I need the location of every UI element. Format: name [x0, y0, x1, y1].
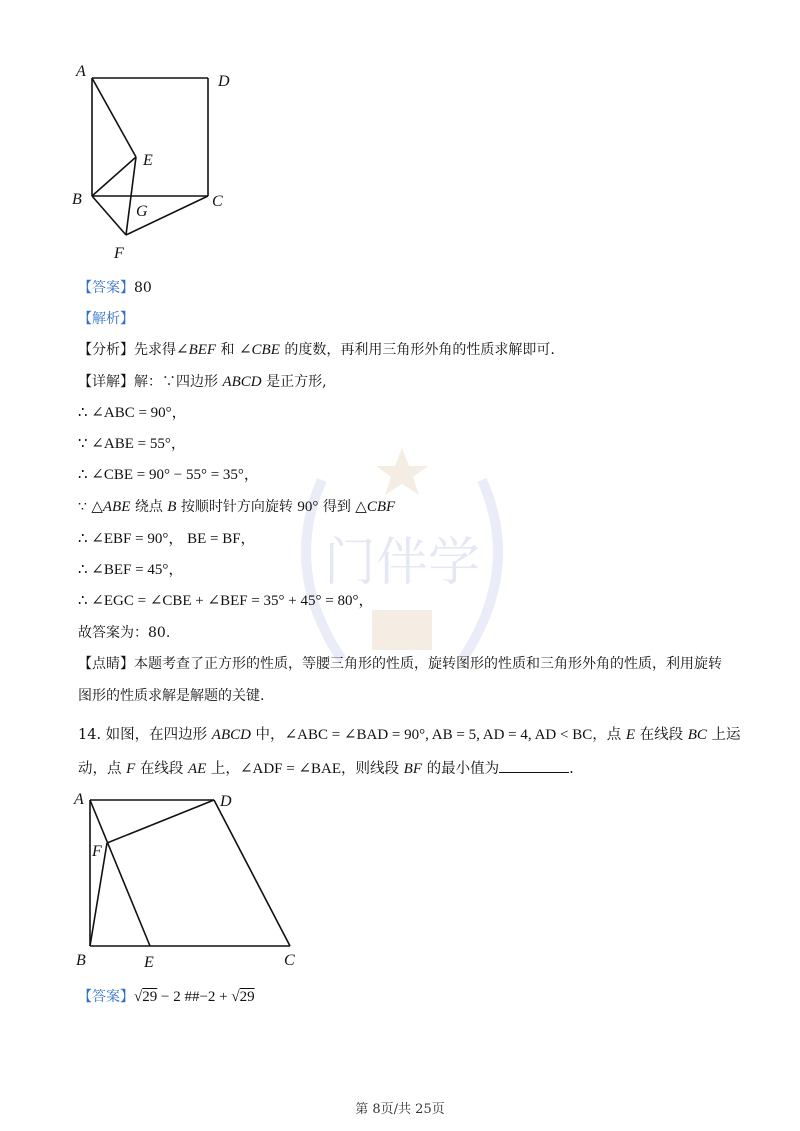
step-4	[78, 497, 395, 517]
question-14-line-2: 动，点 F 在线段 AE 上，∠ADF = ∠BAE，则线段 BF 的最小值为 .	[78, 758, 574, 780]
label-D: D	[218, 73, 230, 90]
fenxi-post: 的度数，再利用三角形外角的性质求解即可.	[279, 342, 555, 358]
label-B: B	[72, 191, 82, 208]
fenxi-and: 和	[216, 342, 239, 358]
step4-mid1: 绕点	[130, 499, 168, 515]
watermark-text: 门伴学	[323, 533, 481, 593]
step-7: ∴ ∠EGC = ∠CBE + ∠BEF = 35° + 45° = 80°，	[78, 593, 374, 609]
label-D: D	[220, 793, 232, 810]
dianjing-tag: 【点睛】	[78, 656, 134, 672]
step-6: ∴ ∠BEF = 45°，	[78, 562, 184, 578]
figure-1	[70, 60, 250, 274]
label-F: F	[114, 245, 124, 262]
step4-deg: 90°	[297, 499, 319, 515]
label-C: C	[284, 952, 295, 969]
answer-13	[78, 278, 152, 298]
step-1: ∴ ∠ABC = 90°，	[78, 405, 187, 421]
figure-2	[70, 788, 310, 977]
page-footer: 第 8页/共 25页	[355, 1102, 445, 1117]
dianjing-line-1	[78, 654, 722, 674]
label-A: A	[76, 63, 86, 80]
answer-tag: 【答案】	[78, 280, 134, 296]
analysis-fenxi	[78, 340, 555, 360]
label-E: E	[144, 954, 154, 971]
step-5: ∴ ∠EBF = 90°， BE = BF，	[78, 531, 256, 547]
answer-14: 【答案】√29 − 2 ##−2 + √29	[78, 989, 255, 1005]
label-B: B	[76, 952, 86, 969]
detail-tag: 【详解】	[78, 374, 134, 390]
watermark-star-icon	[376, 448, 428, 495]
step-3: ∴ ∠CBE = 90° − 55° = 35°，	[78, 467, 259, 483]
question-14-line-1: 14. 如图，在四边形 ABCD 中，∠ABC = ∠BAD = 90°, AB = 5, AD = 4, AD < BC，点 E 在线段 BC 上运	[78, 727, 741, 743]
step4-pre: ∵	[78, 499, 92, 515]
step4-mid2: 按顺时针方向旋转	[176, 499, 298, 515]
step4-tri1: △ABE	[91, 499, 131, 515]
detail-post: 是正方形,	[261, 374, 327, 390]
fenxi-pre: 先求得	[134, 342, 176, 358]
fenxi-angle2: ∠CBE	[238, 342, 280, 358]
answer-value: 80	[134, 280, 152, 296]
analysis-detail	[78, 372, 327, 392]
step4-tri2: △CBF	[355, 499, 396, 515]
answer-tag: 【答案】	[78, 989, 134, 1005]
answer-blank	[499, 758, 569, 773]
answer-sqrt-2: 29	[239, 989, 255, 1005]
label-F: F	[92, 843, 102, 860]
fenxi-tag: 【分析】	[78, 342, 134, 358]
step4-mid3: 得到	[318, 499, 356, 515]
analysis-tag: 【解析】	[78, 311, 134, 327]
detail-pre: 解：∵四边形	[134, 374, 223, 390]
label-G: G	[136, 203, 148, 220]
dianjing-text-1: 本题考查了正方形的性质，等腰三角形的性质，旋转图形的性质和三角形外角的性质，利用旋转	[134, 656, 722, 672]
step-2: ∵ ∠ABE = 55°，	[78, 436, 186, 452]
label-E: E	[143, 152, 153, 169]
label-A: A	[74, 791, 84, 808]
answer-mid: − 2 ##−2 +	[157, 989, 232, 1005]
analysis-heading	[78, 309, 134, 329]
dianjing-line-2: 图形的性质求解是解题的关键.	[78, 688, 265, 704]
answer-sqrt-1: 29	[142, 989, 158, 1005]
conclusion: 故答案为：80.	[78, 625, 171, 641]
label-C: C	[212, 193, 223, 210]
fenxi-angle1: ∠BEF	[176, 342, 217, 358]
step4-b: B	[167, 499, 177, 515]
detail-abcd: ABCD	[222, 374, 262, 390]
